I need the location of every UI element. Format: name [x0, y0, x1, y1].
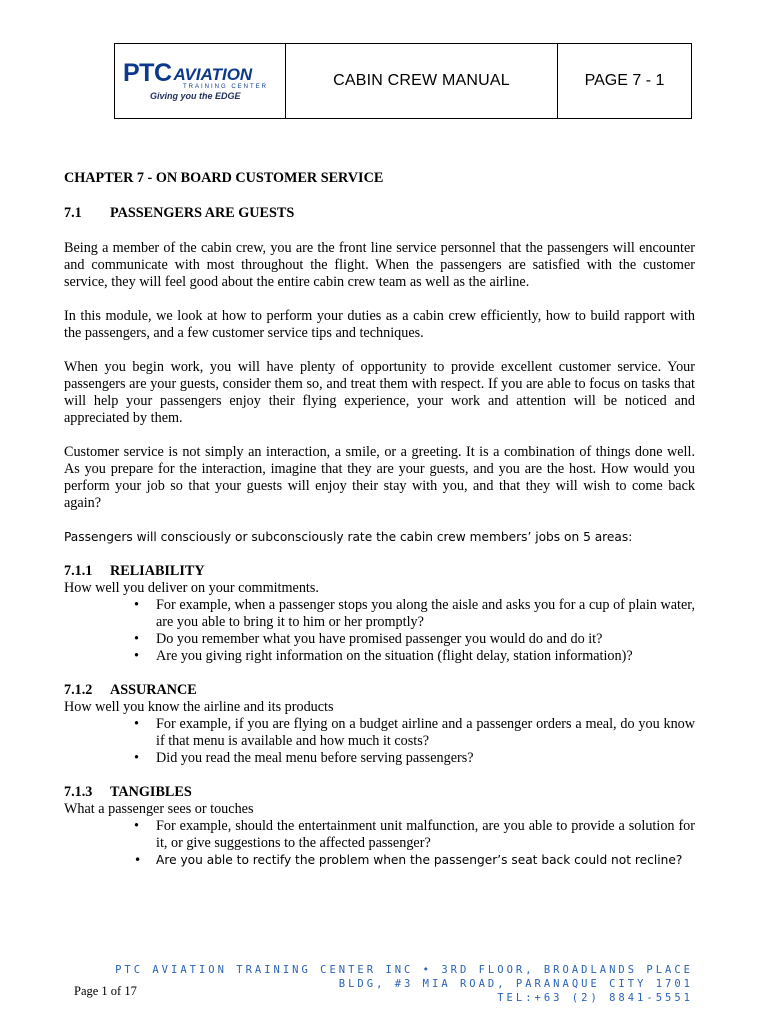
document-header — [114, 43, 692, 119]
list-item — [64, 852, 695, 869]
bullet-text: For example, when a passenger stops you along the aisle and asks you for a cup of plain water, are you able to bring it to him or her promptly? — [156, 597, 695, 630]
footer-address-line: PTC AVIATION TRAINING CENTER INC • 3RD FLOOR, BROADLANDS PLACE — [115, 964, 693, 976]
list-item — [64, 750, 695, 767]
bullet-list — [64, 597, 695, 665]
bullet-glyph: • — [134, 853, 142, 867]
subsection-heading-tangibles — [64, 784, 695, 801]
page-number: Page 1 of 17 — [74, 984, 137, 998]
logo-wordmark — [123, 61, 252, 86]
header-page-label: PAGE 7 - 1 — [584, 72, 665, 89]
logo-subtitle: TRAINING CENTER — [183, 84, 269, 90]
list-item — [64, 597, 695, 631]
subsection-description: How well you deliver on your commitments. — [64, 580, 319, 596]
bullet-text: Are you able to rectify the problem when the passenger’s seat back could not recline? — [156, 853, 683, 867]
footer-address — [115, 963, 693, 1005]
subsection-number: 7.1.1 — [64, 563, 93, 579]
logo-aviation-text: AVIATION — [173, 65, 253, 84]
bullet-text: For example, should the entertainment unit malfunction, are you able to provide a solution for it, or give suggestions to the affected passenger? — [156, 818, 695, 851]
bullet-glyph: • — [134, 597, 139, 613]
subsection-title: RELIABILITY — [110, 563, 205, 579]
bullet-glyph: • — [134, 818, 139, 834]
bullet-text: Do you remember what you have promised passenger you would do and do it? — [156, 631, 603, 647]
subsection-title: TANGIBLES — [110, 784, 192, 800]
bullet-text: Did you read the meal menu before serving passengers? — [156, 750, 474, 766]
paragraph: Being a member of the cabin crew, you are the front line service personnel that the passengers will encounter and communicate with most throughout the flight. When the passengers are satisfied with the customer service, they will feel good about the entire cabin crew team as well as the airline. — [64, 240, 695, 290]
subsection-title: ASSURANCE — [110, 682, 197, 698]
section-title: PASSENGERS ARE GUESTS — [110, 205, 295, 221]
section-heading — [64, 205, 695, 222]
subsection-number: 7.1.2 — [64, 682, 93, 698]
subsection-number: 7.1.3 — [64, 784, 93, 800]
list-item — [64, 716, 695, 750]
bullet-text: Are you giving right information on the situation (flight delay, station information)? — [156, 648, 633, 664]
bullet-text: For example, if you are flying on a budget airline and a passenger orders a meal, do you know if that menu is available and how much it costs? — [156, 716, 695, 749]
bullet-list — [64, 818, 695, 869]
footer-address-line: BLDG, #3 MIA ROAD, PARANAQUE CITY 1701 — [338, 978, 693, 990]
subsection-description: What a passenger sees or touches — [64, 801, 254, 817]
bullet-glyph: • — [134, 631, 139, 647]
list-item — [64, 648, 695, 665]
logo-ptc-text: PTC — [123, 59, 172, 87]
subsection-description: How well you know the airline and its products — [64, 699, 334, 715]
bullet-glyph: • — [134, 648, 139, 664]
intro-line: Passengers will consciously or subconsciously rate the cabin crew members’ jobs on 5 areas: — [64, 530, 633, 544]
subsection-heading-assurance — [64, 682, 695, 699]
paragraph: When you begin work, you will have plenty of opportunity to provide excellent customer service. Your passengers are your guests, consider them so, and treat them with respect. If you are able to focus on tasks that will help your passengers enjoy their flying experience, your work and attention will be noticed and appreciated by them. — [64, 359, 695, 426]
company-logo — [115, 44, 286, 118]
chapter-title: CHAPTER 7 - ON BOARD CUSTOMER SERVICE — [64, 170, 384, 186]
subsection-heading-reliability — [64, 563, 695, 580]
footer-address-line: TEL:+63 (2) 8841-5551 — [497, 992, 693, 1004]
paragraph: Customer service is not simply an interaction, a smile, or a greeting. It is a combination of things done well. As you prepare for the interaction, imagine that they are your guests, and you are the host. How would you perform your job so that your guests will enjoy their stay with you, and that they will wish to come back again? — [64, 444, 695, 511]
bullet-glyph: • — [134, 716, 139, 732]
logo-tagline: Giving you the EDGE — [150, 91, 241, 101]
manual-title: CABIN CREW MANUAL — [286, 44, 558, 118]
bullet-list — [64, 716, 695, 767]
document-body — [64, 170, 695, 869]
section-number: 7.1 — [64, 205, 82, 221]
bullet-glyph: • — [134, 750, 139, 766]
list-item — [64, 631, 695, 648]
paragraph: In this module, we look at how to perform your duties as a cabin crew efficiently, how to build rapport with the passengers, and a few customer service tips and techniques. — [64, 308, 695, 341]
list-item — [64, 818, 695, 852]
